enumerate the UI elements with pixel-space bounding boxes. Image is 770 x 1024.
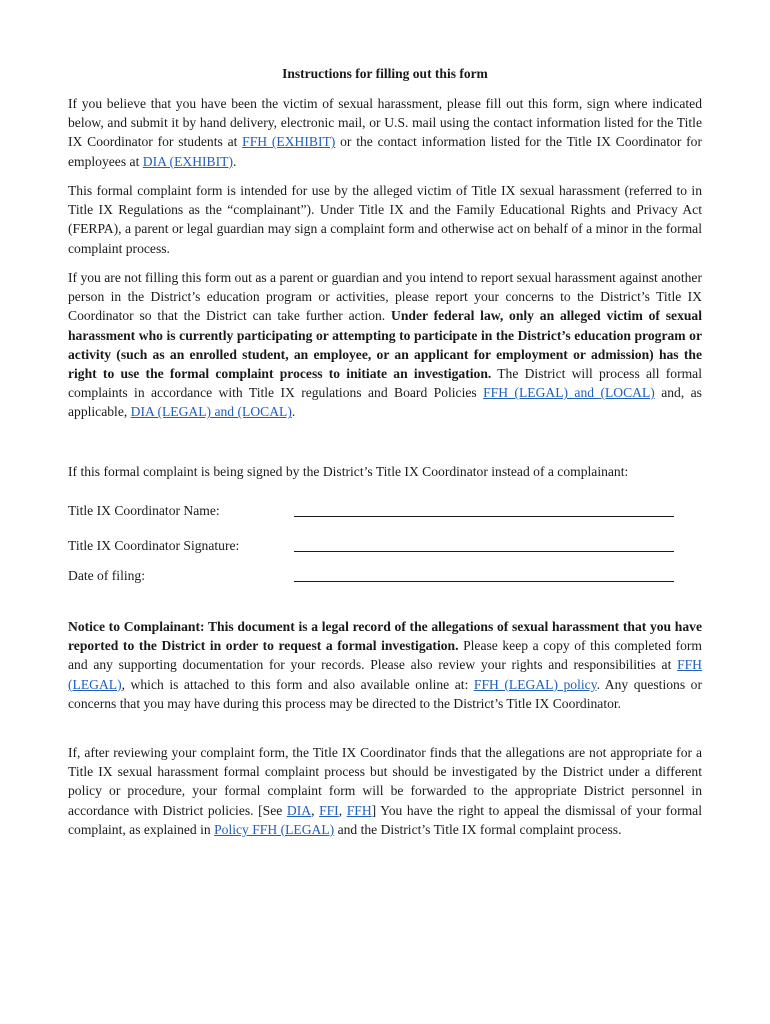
dismissal-text-1: If, after reviewing your complaint form, the Title IX Coordinator finds that the allegations are not appropriate for a Title IX sexual harassment formal complaint process but should be investigated by the District under a different policy or procedure, your formal complaint form will be forwarded to the appropriate District personnel in accordance with District policies. [See <box>68 745 702 818</box>
dia-legal-local-link[interactable]: DIA (LEGAL) and (LOCAL) <box>130 404 292 420</box>
intro-text-1: If you believe that you have been the victim of sexual harassment, please fill out this form, sign where indicated below, and submit it by hand delivery, electronic mail, or U.S. mail using the contact information listed for the Title IX Coordinator for students at <box>68 96 702 150</box>
coordinator-signature-row <box>68 538 674 558</box>
dia-link[interactable]: DIA <box>286 802 312 818</box>
coordinator-signature-label: Title IX Coordinator Signature: <box>68 538 240 553</box>
notice-text-1: Please keep a copy of this completed form and any supporting documentation for your records. Please also review your rights and responsibilities at <box>68 638 702 673</box>
notice-bold-text: Notice to Complainant: This document is a legal record of the allegations of sexual harassment that you have reported to the District in order to request a formal investigation. <box>68 619 702 654</box>
dismissal-sep-2: , <box>338 802 347 818</box>
date-of-filing-field[interactable] <box>294 581 674 582</box>
coordinator-signing-paragraph: If this formal complaint is being signed by the District’s Title IX Coordinator instead of a complainant: <box>68 464 629 479</box>
dismissal-text-2: ] You have the right to appeal the dismissal of your formal complaint, as explained in <box>68 802 702 837</box>
reporting-text-3: and, as applicable, <box>68 385 702 420</box>
page-title: Instructions for filling out this form <box>282 66 488 81</box>
coordinator-signature-field[interactable] <box>294 551 674 552</box>
dismissal-paragraph <box>68 743 702 839</box>
federal-law-bold-text: Under federal law, only an alleged victim of sexual harassment who is currently participating or attempting to participate in the District’s education program or activity (such as an enrolled student, an employee, or an applicant for employment or admission) has the right to use the formal complaint process to initiate an investigation. <box>68 308 702 382</box>
coordinator-name-row <box>68 503 674 523</box>
purpose-paragraph: This formal complaint form is intended for use by the alleged victim of Title IX sexual harassment (referred to in Title IX Regulations as the “complainant”). Under Title IX and the Family Educational Rights and Privacy Act (FERPA), a parent or legal guardian may sign a complaint form and otherwise act on behalf of a minor in the formal complaint process. <box>68 183 702 256</box>
ffh-legal-local-link[interactable]: FFH (LEGAL) and (LOCAL) <box>483 385 655 401</box>
dismissal-text-3: and the District’s Title IX formal complaint process. <box>334 821 622 837</box>
coordinator-name-field[interactable] <box>294 516 674 517</box>
intro-text-3: . <box>232 153 237 169</box>
intro-paragraph <box>68 94 702 171</box>
reporting-text-2: The District will process all formal complaints in accordance with Title IX regulations and Board Policies <box>68 366 702 401</box>
date-of-filing-label: Date of filing: <box>68 568 146 583</box>
notice-text-2: , which is attached to this form and also available online at: <box>121 676 474 692</box>
ffh-legal-policy-link[interactable]: FFH (LEGAL) policy <box>473 676 597 692</box>
policy-ffh-legal-link[interactable]: Policy FFH (LEGAL) <box>214 821 335 837</box>
date-of-filing-row <box>68 568 674 588</box>
dia-exhibit-link[interactable]: DIA (EXHIBIT) <box>142 153 233 169</box>
notice-paragraph <box>68 617 702 713</box>
reporting-paragraph <box>68 268 702 422</box>
reporting-text-1: If you are not filling this form out as a parent or guardian and you intend to report sexual harassment against another person in the District’s education program or activities, please report your concerns to the District’s Title IX Coordinator so that the District can take further action. <box>68 270 702 324</box>
ffh-legal-link[interactable]: FFH (LEGAL) <box>68 657 702 692</box>
reporting-text-4: . <box>291 404 296 420</box>
ffh-link[interactable]: FFH <box>346 802 372 818</box>
ffh-exhibit-link[interactable]: FFH (EXHIBIT) <box>242 134 336 150</box>
ffi-link[interactable]: FFI <box>319 802 339 818</box>
coordinator-name-label: Title IX Coordinator Name: <box>68 503 220 518</box>
notice-text-3: . Any questions or concerns that you may have during this process may be directed to the District’s Title IX Coordinator. <box>68 676 702 711</box>
intro-text-2: or the contact information listed for the Title IX Coordinator for employees at <box>68 134 702 169</box>
dismissal-sep-1: , <box>311 802 320 818</box>
